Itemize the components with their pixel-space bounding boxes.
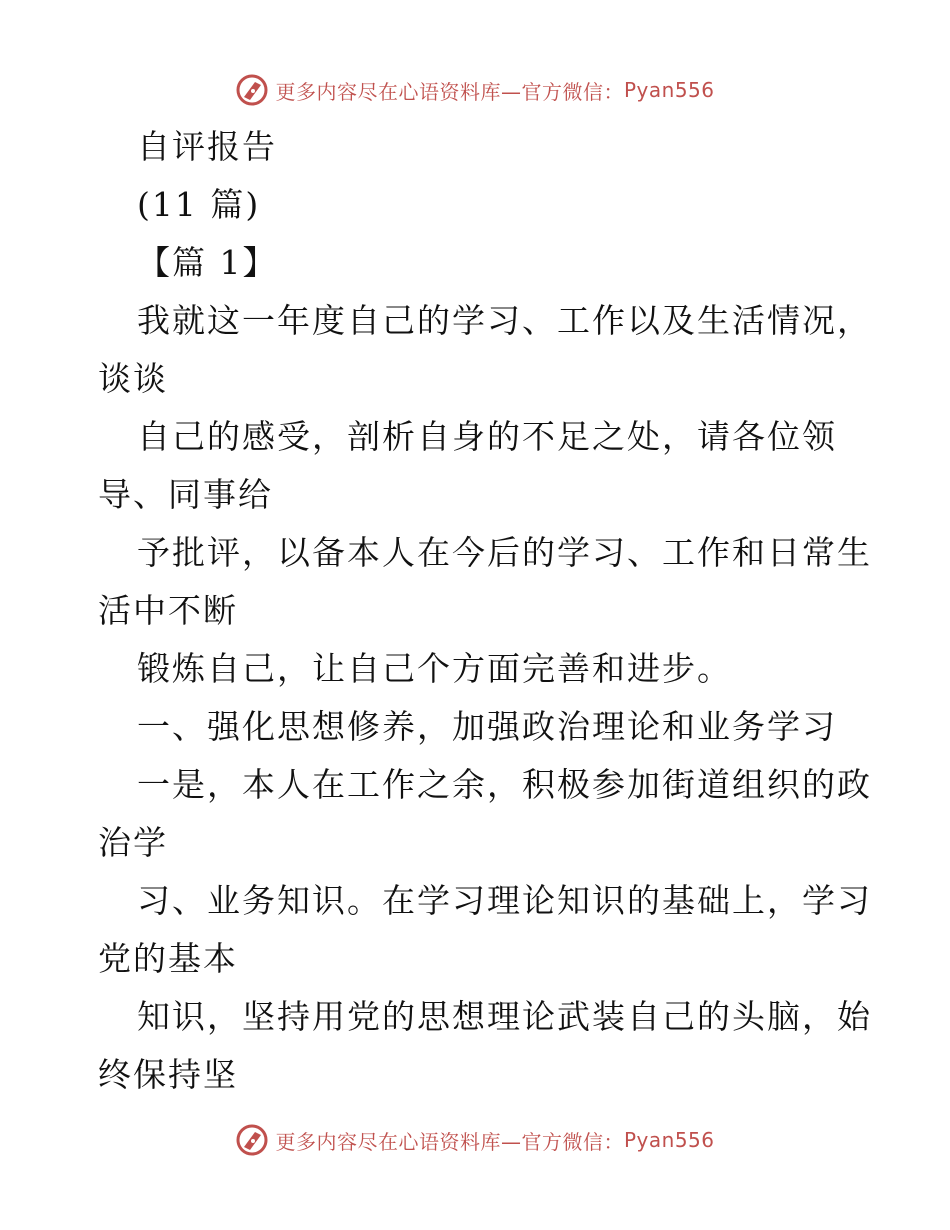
- paragraph-line: 谈谈: [98, 359, 168, 398]
- paragraph-line: 知识，坚持用党的思想理论武装自己的头脑，始: [137, 997, 872, 1036]
- subsection-heading: 一、强化思想修养，加强政治理论和业务学习: [137, 707, 837, 746]
- paragraph-line: 予批评，以备本人在今后的学习、工作和日常生: [137, 533, 872, 572]
- watermark-wechat-id: Pyan556: [623, 1128, 715, 1152]
- paragraph-line: 习、业务知识。在学习理论知识的基础上，学习: [137, 881, 872, 920]
- document-subtitle: (11 篇): [137, 185, 261, 224]
- header-watermark: [0, 70, 950, 110]
- paragraph-line: 锻炼自己，让自己个方面完善和进步。: [137, 649, 732, 688]
- paragraph-line: 导、同事给: [98, 475, 273, 514]
- section-heading: 【篇 1】: [137, 243, 278, 282]
- paragraph-line: 终保持坚: [98, 1055, 238, 1094]
- paragraph-line: 治学: [98, 823, 168, 862]
- pen-nib-circle-icon: [235, 1123, 269, 1157]
- watermark-text: 更多内容尽在心语资料库—官方微信：: [275, 1129, 624, 1154]
- paragraph-line: 一是，本人在工作之余，积极参加街道组织的政: [137, 765, 872, 804]
- paragraph-line: 党的基本: [98, 939, 238, 978]
- document-title: 自评报告: [137, 127, 277, 166]
- footer-watermark: [0, 1120, 950, 1160]
- paragraph-line: 自己的感受，剖析自身的不足之处，请各位领: [137, 417, 837, 456]
- paragraph-line: 我就这一年度自己的学习、工作以及生活情况，: [137, 301, 872, 340]
- watermark-wechat-id: Pyan556: [623, 78, 715, 102]
- watermark-text: 更多内容尽在心语资料库—官方微信：: [275, 79, 624, 104]
- paragraph-line: 活中不断: [98, 591, 238, 630]
- pen-nib-circle-icon: [235, 73, 269, 107]
